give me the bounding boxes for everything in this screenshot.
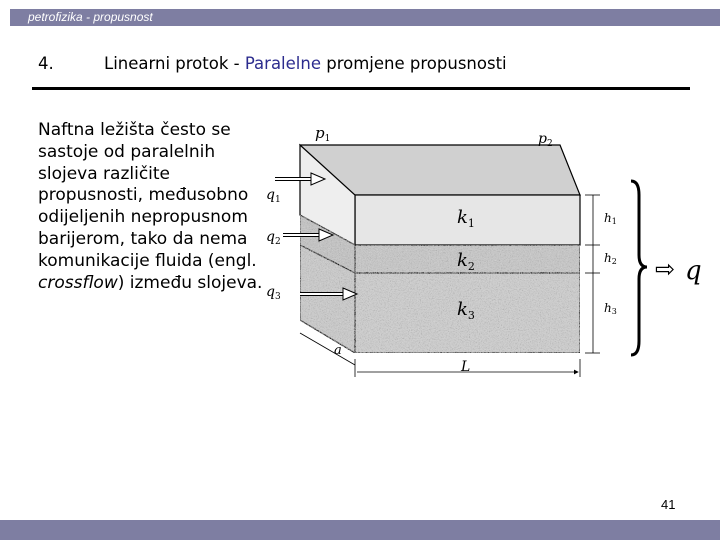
header-breadcrumb: petrofizika - propusnost (28, 10, 153, 24)
height-dimension (585, 195, 600, 353)
title-accent: Paralelne (244, 54, 321, 73)
footer-bar (0, 520, 720, 540)
a-label: a (334, 343, 342, 358)
p2-label: $p_2$ (538, 131, 553, 149)
body-text-start: Naftna ležišta često se sastoje od paralelnih slojeva različite propusnosti, međusobno odijeljenih nepropusnom barijerom, tako da nema komunikacije fluida (engl. (38, 120, 257, 271)
h1-label: h1 (604, 211, 617, 226)
title-prefix: Linearni protok - (104, 54, 245, 73)
title-number: 4. (38, 54, 54, 73)
body-text-end: ) između slojeva. (117, 272, 263, 293)
layered-reservoir-diagram (255, 115, 715, 395)
title-underline (32, 87, 690, 90)
q1-label: $q_1$ (266, 187, 281, 205)
implies-arrow-icon: ⇨ (655, 255, 676, 283)
h3-label: h3 (604, 301, 617, 316)
p1-label: $p_1$ (315, 124, 331, 144)
k1-label: $k_1$ (457, 207, 475, 230)
k2-label: $k_2$ (457, 250, 475, 273)
total-q-label: q (685, 256, 702, 286)
L-label: L (461, 359, 471, 375)
right-brace (631, 181, 647, 355)
q2-label: $q_2$ (266, 229, 281, 247)
k3-label: $k_3$ (457, 299, 475, 322)
page-number: 41 (661, 497, 676, 512)
title-suffix: promjene propusnosti (321, 54, 507, 73)
header-bar (10, 9, 720, 26)
body-text-italic: crossflow (38, 272, 118, 293)
h2-label: h2 (604, 251, 617, 266)
body-paragraph (38, 120, 268, 294)
q3-label: $q_3$ (266, 284, 281, 302)
title-text (104, 54, 507, 73)
